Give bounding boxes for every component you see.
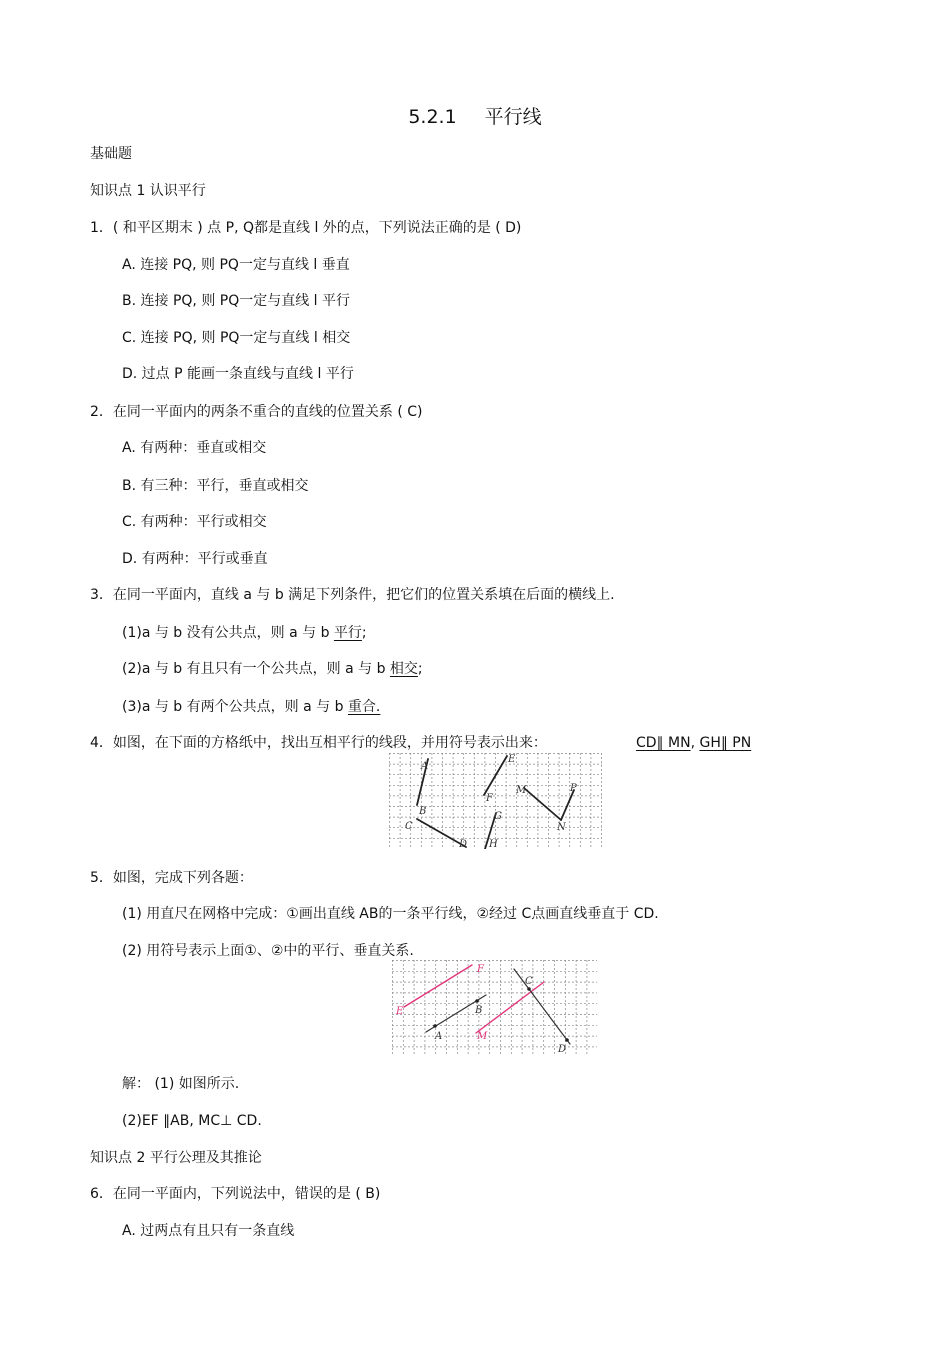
segment-np xyxy=(561,790,574,820)
q5-part-2: (2) 用符号表示上面①、②中的平行、垂直关系. xyxy=(122,943,414,959)
knowledge-point-2: 知识点 2 平行公理及其推论 xyxy=(90,1150,262,1166)
q4-grid-figure xyxy=(389,753,603,849)
q4-answer-2: GH∥ PN xyxy=(699,735,752,751)
title-text: 平行线 xyxy=(484,106,542,128)
label-d: D xyxy=(459,839,468,849)
point-b xyxy=(475,999,479,1003)
q4-answer: CD∥ MN, GH∥ PN xyxy=(636,735,752,751)
label-g: G xyxy=(494,811,502,822)
section-heading: 基础题 xyxy=(90,146,132,162)
q5-solution-2: (2)EF ∥AB, MC⊥ CD. xyxy=(122,1113,262,1129)
q1-option-a: A. 连接 PQ, 则 PQ一定与直线 l 垂直 xyxy=(122,257,350,273)
label-m: M xyxy=(477,1031,488,1042)
label-f: F xyxy=(486,793,493,804)
q6-stem: 6．在同一平面内，下列说法中，错误的是 ( B) xyxy=(90,1186,381,1202)
point-d xyxy=(565,1038,569,1042)
q3-answer-2: 相交 xyxy=(389,661,418,677)
q6-option-a: A. 过两点有且只有一条直线 xyxy=(122,1223,295,1239)
label-p: P xyxy=(570,783,577,794)
label-c: C xyxy=(405,821,413,832)
q2-option-b: B. 有三种：平行，垂直或相交 xyxy=(122,478,309,494)
q3-answer-3: 重合. xyxy=(347,699,381,715)
label-b: B xyxy=(475,1005,483,1016)
label-c: C xyxy=(525,976,533,987)
label-b: B xyxy=(419,806,427,817)
q2-option-d: D. 有两种：平行或垂直 xyxy=(122,551,268,567)
q1-stem: 1．( 和平区期末 ) 点 P, Q都是直线 l 外的点，下列说法正确的是 ( D) xyxy=(90,220,522,236)
q5-part-1: (1) 用直尺在网格中完成：①画出直线 AB的一条平行线，②经过 C点画直线垂直于 CD. xyxy=(122,906,659,922)
q2-stem: 2．在同一平面内的两条不重合的直线的位置关系 ( C) xyxy=(90,404,423,420)
point-a xyxy=(433,1024,437,1028)
segment-mn xyxy=(524,788,561,820)
point-c xyxy=(527,987,531,991)
q1-option-c: C. 连接 PQ, 则 PQ一定与直线 l 相交 xyxy=(122,330,351,346)
q2-option-a: A. 有两种：垂直或相交 xyxy=(122,440,267,456)
title-number: 5.2.1 xyxy=(408,106,457,128)
q4-answer-1: CD∥ MN xyxy=(636,735,691,751)
label-e: E xyxy=(396,1006,404,1017)
label-m: M xyxy=(516,785,527,796)
q3-answer-1: 平行 xyxy=(333,625,362,641)
q3-item-1: (1)a 与 b 没有公共点，则 a 与 b 平行; xyxy=(122,625,367,641)
label-e: E xyxy=(508,754,516,765)
q1-option-b: B. 连接 PQ, 则 PQ一定与直线 l 平行 xyxy=(122,293,351,309)
q1-option-d: D. 过点 P 能画一条直线与直线 l 平行 xyxy=(122,366,354,382)
q5-grid-figure xyxy=(392,960,598,1056)
q3-item-2: (2)a 与 b 有且只有一个公共点，则 a 与 b 相交; xyxy=(122,661,423,677)
label-h: H xyxy=(489,839,498,849)
label-d: D xyxy=(558,1044,567,1055)
q2-option-c: C. 有两种：平行或相交 xyxy=(122,514,267,530)
q3-item-3: (3)a 与 b 有两个公共点，则 a 与 b 重合. xyxy=(122,699,381,715)
page-title xyxy=(0,102,950,129)
knowledge-point-1: 知识点 1 认识平行 xyxy=(90,183,206,199)
label-a: A xyxy=(421,761,429,772)
q3-stem: 3．在同一平面内，直线 a 与 b 满足下列条件，把它们的位置关系填在后面的横线上. xyxy=(90,587,615,603)
label-a: A xyxy=(435,1031,443,1042)
q5-solution-1: 解： (1) 如图所示. xyxy=(122,1076,240,1092)
label-n: N xyxy=(557,822,566,833)
label-f: F xyxy=(477,964,484,975)
q5-stem: 5．如图，完成下列各题： xyxy=(90,870,253,886)
q4-stem: 4．如图，在下面的方格纸中，找出互相平行的线段，并用符号表示出来： xyxy=(90,735,547,751)
